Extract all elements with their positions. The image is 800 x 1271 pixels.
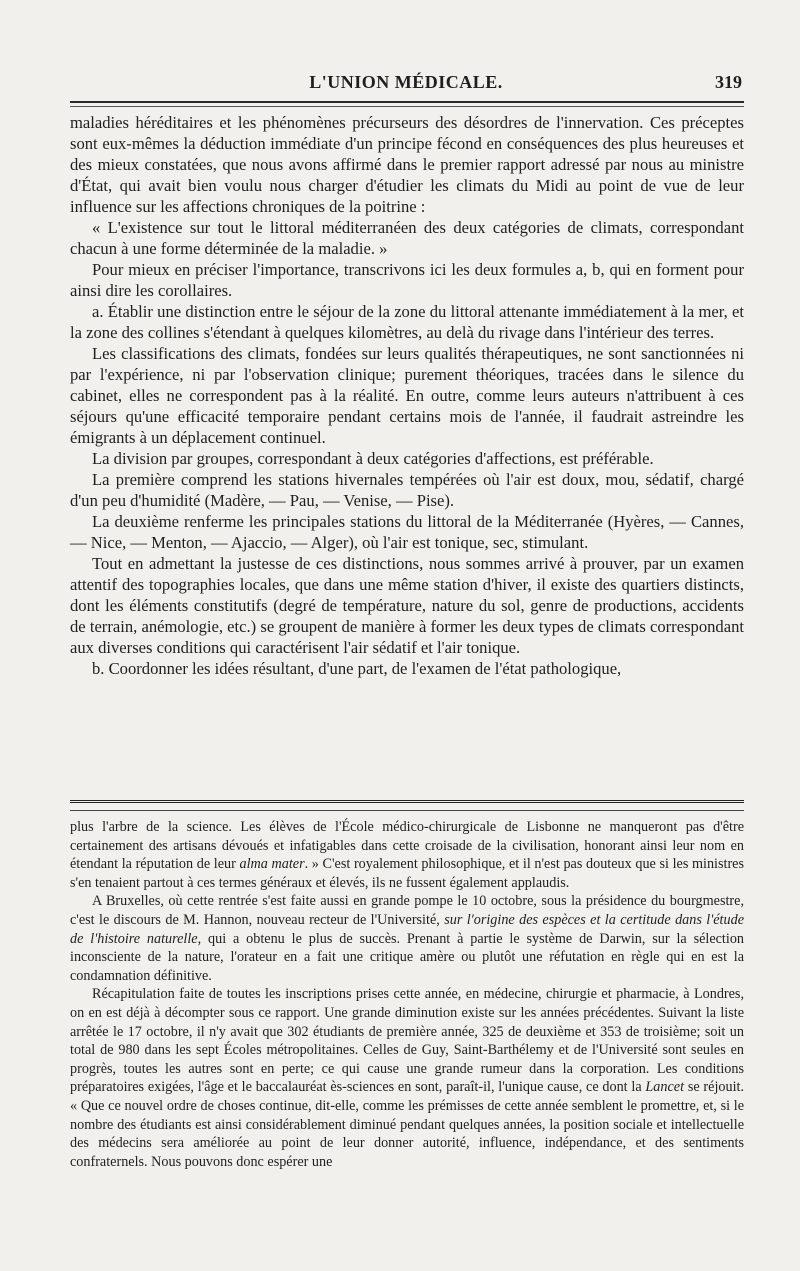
paragraph: La première comprend les stations hivernales tempérées où l'air est doux, mou, sédatif, chargé d'un peu d'humidité (Madère, — Pau, — Venise, — Pise). — [70, 470, 744, 510]
note-text: plus l'arbre de la science. Les élèves de l'École médico-chirurgicale de Lisbonne ne manqueront pas d'être certainement des artisans dévoués et infatigables dans cette croisade de la civilisation, honorant ainsi leur nom en étendant la réputation de leur — [70, 819, 744, 873]
note-text: se réjouit. « Que ce nouvel ordre de choses continue, dit-elle, comme les prémisses de cette année semblent le promettre, et, si le nombre des étudiants est ainsi considérablement diminué pendant quelques années, la position sociale et intellectuelle des médecins sera améliorée au point de leur donner autorité, influence, indépendance, et des sentiments confraternels. Nous pouvons donc espérer une — [70, 1079, 745, 1170]
feuilleton-separator-thin — [70, 810, 744, 811]
header-rule — [70, 101, 744, 103]
note-text: , qui a obtenu le plus de succès. Prenant à partie le système de Darwin, sur la sélection inconsciente de la nature, l'orateur en a fait une critique amère ou plutôt une réfutation en règle qui en est la condamnation définitive. — [70, 930, 744, 984]
paragraph: « L'existence sur tout le littoral méditerranéen des deux catégories de climats, correspondant chacun à une forme déterminée de la maladie. » — [70, 218, 744, 258]
note-text: . » C'est royalement philosophique, et il n'est pas douteux que si les ministres s'en tenaient partout à ces termes généraux et élevés, ils ne fussent également applaudis. — [70, 856, 745, 891]
note-paragraph — [70, 892, 744, 985]
note-italic: Lancet — [645, 1079, 685, 1096]
note-italic: sur l'origine des espèces et la certitude dans l'étude de l'histoire naturelle — [70, 911, 744, 947]
paragraph: La division par groupes, correspondant à deux catégories d'affections, est préférable. — [92, 449, 654, 468]
paragraph: maladies héréditaires et les phénomènes précurseurs des désordres de l'innervation. Ces préceptes sont eux-mêmes la déduction immédiate d'un principe fécond en conséquences des plus heureuses et des mieux constatées, que nous avons affirmé dans le premier rapport adressé par nous au ministre d'État, qui avait bien voulu nous charger d'étudier les climats du Midi au point de vue de leur influence sur les affections chroniques de la poitrine : — [70, 113, 744, 216]
page-number: 319 — [715, 72, 742, 92]
feuilleton-separator — [70, 800, 744, 803]
journal-title: L'UNION MÉDICALE. — [309, 72, 503, 92]
note-text: A Bruxelles, où cette rentrée s'est faite aussi en grande pompe le 10 octobre, sous la présidence du bourgmestre, c'est le discours de M. Hannon, nouveau recteur de l'Université, — [70, 893, 744, 928]
note-paragraph — [70, 818, 744, 892]
note-italic: alma mater — [239, 856, 305, 873]
running-header — [70, 72, 742, 98]
paragraph: La deuxième renferme les principales stations du littoral de la Méditerranée (Hyères, — Cannes, — Nice, — Menton, — Ajaccio, — Alger), où l'air est tonique, sec, stimulant. — [70, 512, 744, 552]
note-paragraph — [70, 985, 744, 1171]
paragraph: b. Coordonner les idées résultant, d'une part, de l'examen de l'état pathologique, — [92, 659, 622, 678]
paragraph: a. Établir une distinction entre le séjour de la zone du littoral attenante immédiatement à la mer, et la zone des collines s'étendant à quelques kilomètres, au delà du rivage dans l'intérieur des terres. — [70, 302, 744, 342]
header-rule-thin — [70, 106, 744, 107]
paragraph: Tout en admettant la justesse de ces distinctions, nous sommes arrivé à prouver, par un examen attentif des topographies locales, que dans une même station d'hiver, il existe des quartiers distincts, dont les éléments constitutifs (degré de température, nature du sol, genre de productions, accidents de terrain, anémologie, etc.) se groupent de manière à former les deux types de climats correspondant aux diverses conditions qui caractérisent l'air sédatif et l'air tonique. — [70, 554, 744, 657]
main-text — [70, 112, 744, 679]
paragraph: Les classifications des climats, fondées sur leurs qualités thérapeutiques, ne sont sanctionnées ni par l'expérience, ni par l'observation clinique; purement théoriques, tracées dans le silence du cabinet, elles ne correspondent pas à la réalité. En outre, comme leurs auteurs n'attribuent à ces séjours qu'une efficacité temporaire pendant certains mois de l'année, il faudrait astreindre les émigrants à un déplacement continuel. — [70, 344, 744, 447]
feuilleton-text — [70, 818, 744, 1171]
note-text: Récapitulation faite de toutes les inscriptions prises cette année, en médecine, chirurgie et pharmacie, à Londres, on en est déjà à décompter sous ce rapport. Une grande diminution existe sur les années précédentes. Suivant la liste arrêtée le 17 octobre, il n'y avait que 302 étudiants de première année, 325 de deuxième et 353 de troisième; soit un total de 980 dans les sept Écoles métropolitaines. Celles de Guy, Saint-Barthélemy et de l'Université sont seules en progrès, toutes les autres sont en perte; ce qui cause une grande rumeur dans la corporation. Les conditions préparatoires exigées, l'âge et le baccalauréat ès-sciences en sont, paraît-il, l'unique cause, ce dont la — [70, 986, 744, 1096]
paragraph: Pour mieux en préciser l'importance, transcrivons ici les deux formules a, b, qui en forment pour ainsi dire les corollaires. — [70, 260, 744, 300]
